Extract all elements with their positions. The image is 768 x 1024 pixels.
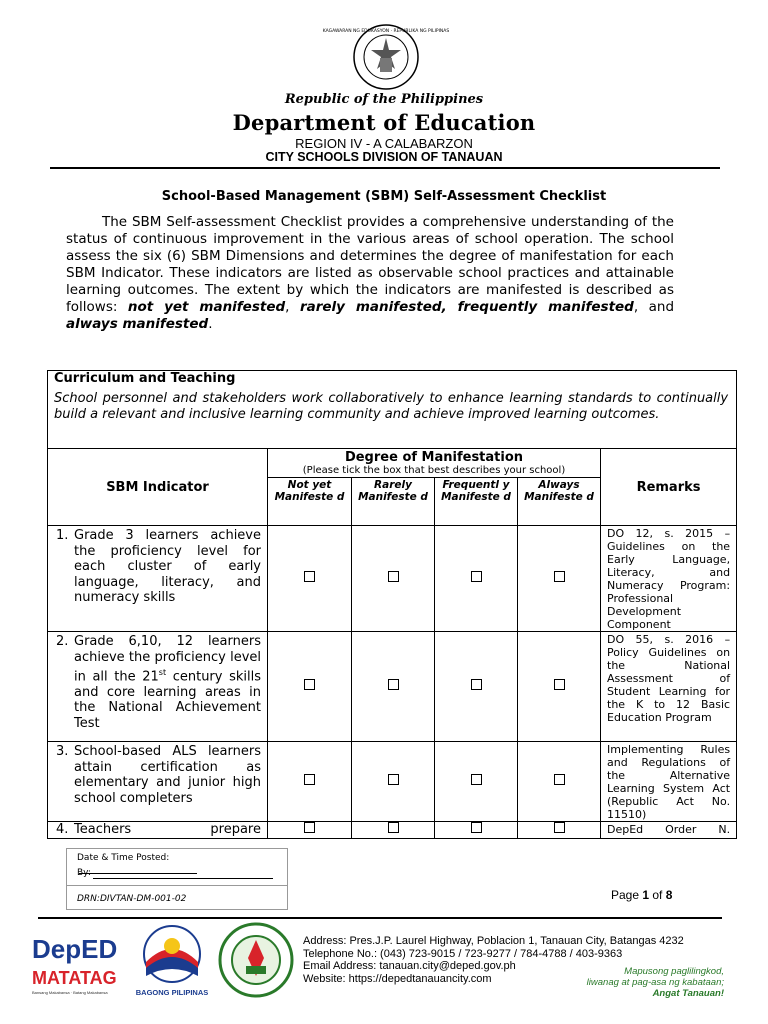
posted-by-field[interactable] xyxy=(93,868,273,879)
checkbox-cell xyxy=(352,526,435,632)
checkbox-cell xyxy=(352,742,435,822)
header-degree-title: Degree of Manifestation xyxy=(344,450,524,465)
checkbox-frequently[interactable] xyxy=(471,774,482,785)
option-always: always manifested xyxy=(66,316,209,332)
checkbox-cell xyxy=(518,742,601,822)
indicator-cell xyxy=(48,632,268,742)
checkbox-cell xyxy=(518,526,601,632)
header-level-rarely: Rarely Manifeste d xyxy=(352,478,435,526)
checkbox-always[interactable] xyxy=(554,822,565,833)
posted-by-label: By: xyxy=(77,868,91,878)
checkbox-not-yet[interactable] xyxy=(304,679,315,690)
republic-line: Republic of the Philippines xyxy=(284,92,484,107)
indicator-number: 3. xyxy=(56,744,69,759)
indicator-text: Grade 3 learners achieve the proficiency level for each cluster of early language, literacy, and numeracy skills xyxy=(74,528,261,605)
remarks-cell: DO 12, s. 2015 – Guidelines on the Early Language, Literacy, and Numeracy Program: Professional Development Component xyxy=(601,526,737,632)
option-rarely-frequently: rarely manifested, frequently manifested xyxy=(299,299,634,315)
website-line[interactable]: Website: https://depedtanauancity.com xyxy=(303,973,492,986)
telephone-line: Telephone No.: (043) 723-9015 / 723-9277 / 784-4788 / 403-9363 xyxy=(303,947,623,960)
table-row xyxy=(48,526,737,632)
svg-text:DepED: DepED xyxy=(32,934,118,964)
checkbox-cell xyxy=(268,632,352,742)
indicator-cell xyxy=(48,526,268,632)
motto-line-1: Mapusong paglilingkod, xyxy=(624,966,724,977)
section-title: Curriculum and Teaching xyxy=(54,371,236,386)
option-not-yet: not yet manifested xyxy=(127,299,286,315)
region-name: REGION IV - A CALABARZON xyxy=(295,136,473,151)
checkbox-always[interactable] xyxy=(554,774,565,785)
checkbox-rarely[interactable] xyxy=(388,774,399,785)
page-title: School-Based Management (SBM) Self-Assessment Checklist xyxy=(161,189,607,204)
motto-line-2: liwanag at pag-asa ng kabataan; xyxy=(586,977,724,988)
checkbox-cell xyxy=(352,822,435,839)
svg-text:Bansang Makabansa · Batang Mak: Bansang Makabansa · Batang Makabansa xyxy=(32,990,108,995)
header-level-frequently: Frequentl y Manifeste d xyxy=(435,478,518,526)
table-row xyxy=(48,822,737,839)
table-row xyxy=(48,742,737,822)
motto-line-3: Angat Tanauan! xyxy=(652,988,724,999)
checkbox-frequently[interactable] xyxy=(471,822,482,833)
address-line: Address: Pres.J.P. Laurel Highway, Poblacion 1, Tanauan City, Batangas 4232 xyxy=(303,935,684,947)
checkbox-cell xyxy=(352,632,435,742)
checkbox-cell xyxy=(435,822,518,839)
header-level-not-yet: Not yet Manifeste d xyxy=(268,478,352,526)
checkbox-frequently[interactable] xyxy=(471,571,482,582)
division-motto xyxy=(560,966,724,999)
remarks-cell: Implementing Rules and Regulations of the Alternative Learning System Act (Republic Act No. 11510) xyxy=(601,742,737,822)
header-degree xyxy=(268,449,601,478)
division-seal xyxy=(218,922,294,998)
checkbox-cell xyxy=(518,632,601,742)
checkbox-not-yet[interactable] xyxy=(304,571,315,582)
checkbox-cell xyxy=(268,526,352,632)
indicator-text: School-based ALS learners attain certification as elementary and junior high school completers xyxy=(74,744,261,806)
checkbox-not-yet[interactable] xyxy=(304,822,315,833)
indicator-text: Grade 6,10, 12 learners achieve the proficiency level in all the 21st century skills and core learning areas in the National Achievement Test xyxy=(74,634,261,731)
department-name: Department of Education xyxy=(232,110,536,135)
drn-code: DRN:DIVTAN-DM-001-02 xyxy=(77,894,187,904)
checkbox-always[interactable] xyxy=(554,571,565,582)
remarks-cell: DO 55, s. 2016 – Policy Guidelines on the National Assessment of Student Learning for the K to 12 Basic Education Program xyxy=(601,632,737,742)
header-sbm-indicator: SBM Indicator xyxy=(48,449,268,526)
footer-divider xyxy=(38,917,722,919)
header-level-always: Always Manifeste d xyxy=(518,478,601,526)
intro-text: The SBM Self-assessment Checklist provides a comprehensive understanding of the status of continuous improvement in the various areas of school operation. The school assess the six (6) SBM Dimensions and determines the degree of manifestation for each SBM Indicator. These indicators are listed as observable school practices and attainable learning outcomes. The extent by which the indicators are manifested is described as follows: xyxy=(66,214,674,315)
checkbox-cell xyxy=(268,822,352,839)
checkbox-cell xyxy=(268,742,352,822)
seal-text: KAGAWARAN NG EDUKASYON · REPUBLIKA NG PILIPINAS xyxy=(322,29,450,34)
checkbox-rarely[interactable] xyxy=(388,679,399,690)
indicator-number: 4. xyxy=(56,822,69,837)
checkbox-not-yet[interactable] xyxy=(304,774,315,785)
table-row xyxy=(48,632,737,742)
checkbox-always[interactable] xyxy=(554,679,565,690)
indicator-cell xyxy=(48,822,268,839)
posting-divider xyxy=(67,885,287,886)
checkbox-rarely[interactable] xyxy=(388,822,399,833)
intro-paragraph: The SBM Self-assessment Checklist provides a comprehensive understanding of the status of continuous improvement in the various areas of school operation. The school assess the six (6) SBM Dimensions and determines the degree of manifestation for each SBM Indicator. These indicators are listed as observable school practices and attainable learning outcomes. The extent by which the indicators are manifested is described as follows: not yet manifested, rarely manifested, frequently manifested, and always manifested. xyxy=(66,214,675,332)
indicator-number: 2. xyxy=(56,634,69,649)
checkbox-rarely[interactable] xyxy=(388,571,399,582)
svg-text:MATATAG: MATATAG xyxy=(32,968,117,988)
checkbox-cell xyxy=(435,526,518,632)
sbm-checklist-table xyxy=(47,370,737,839)
email-line[interactable]: Email Address: tanauan.city@deped.gov.ph xyxy=(303,960,516,973)
posting-info-box xyxy=(66,848,288,910)
remarks-cell: DepEd Order N. xyxy=(601,822,737,839)
checkbox-cell xyxy=(435,742,518,822)
header-degree-note: (Please tick the box that best describes your school) xyxy=(302,465,566,476)
svg-text:BAGONG PILIPINAS: BAGONG PILIPINAS xyxy=(135,988,209,997)
indicator-text: Teachers prepare xyxy=(74,822,261,837)
header-divider xyxy=(50,167,720,169)
indicator-number: 1. xyxy=(56,528,69,543)
deped-matatag-logo xyxy=(32,930,116,1000)
section-cell xyxy=(48,371,737,449)
indicator-cell xyxy=(48,742,268,822)
date-posted-label: Date & Time Posted: xyxy=(77,853,170,863)
section-description: School personnel and stakeholders work collaboratively to enhance learning standards to continually build a relevant and inclusive learning community and achieve improved learning outcomes. xyxy=(54,391,729,422)
checkbox-cell xyxy=(435,632,518,742)
checkbox-cell xyxy=(518,822,601,839)
division-name: CITY SCHOOLS DIVISION OF TANAUAN xyxy=(265,150,503,164)
deped-seal xyxy=(322,24,450,90)
checkbox-frequently[interactable] xyxy=(471,679,482,690)
header-remarks: Remarks xyxy=(601,449,737,526)
bagong-pilipinas-logo xyxy=(132,924,212,998)
page-number: Page 1 of 8 xyxy=(611,888,673,902)
